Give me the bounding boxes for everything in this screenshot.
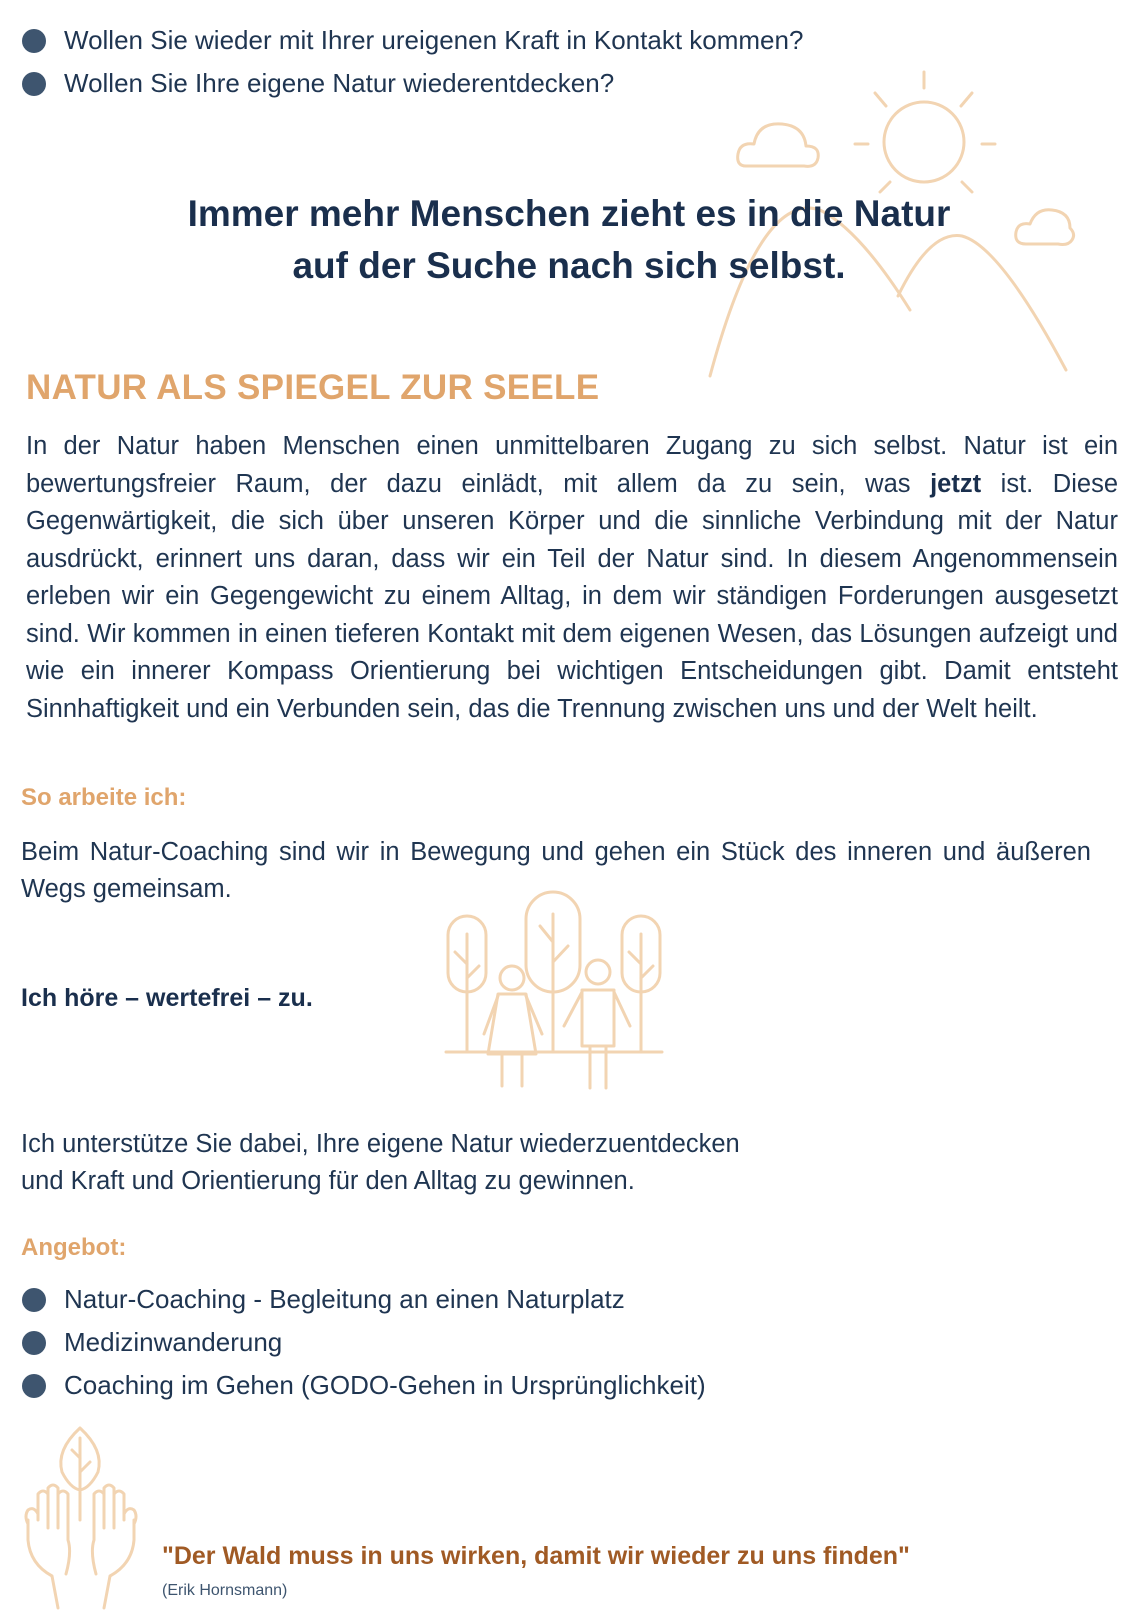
- offer-item-1: Natur-Coaching - Begleitung an einen Naturplatz: [22, 1278, 706, 1321]
- quote-text: "Der Wald muss in uns wirken, damit wir wieder zu uns finden": [162, 1542, 910, 1570]
- paragraph-text-2: ist. Diese Gegenwärtigkeit, die sich über unseren Körper und die sinnliche Verbindung mit der Natur ausdrückt, erinnert uns daran, dass wir ein Teil der Natur sind. In diesem Angenommensein erleben wir ein Gegengewicht zu einem Alltag, in dem wir ständigen Forderungen ausgesetzt sind. Wir kommen in einen tieferen Kontakt mit dem eigenen Wesen, das Lösungen aufzeigt und wie ein innerer Kompass Orientierung bei wichtigen Entscheidungen gibt. Damit entsteht Sinnhaftigkeit und ein Verbunden sein, das die Trennung zwischen uns und der Welt heilt.: [26, 469, 1119, 723]
- listen-statement: Ich höre – wertefrei – zu.: [21, 984, 313, 1012]
- headline-line-2: auf der Suche nach sich selbst.: [292, 245, 846, 286]
- headline: [0, 188, 1138, 292]
- offer-item-3: Coaching im Gehen (GODO-Gehen in Ursprünglichkeit): [22, 1364, 706, 1407]
- intro-bullet-1: Wollen Sie wieder mit Ihrer ureigenen Kraft in Kontakt kommen?: [22, 19, 803, 62]
- intro-bullet-2: Wollen Sie Ihre eigene Natur wiederentdecken?: [22, 62, 803, 105]
- hands-leaf-icon: [18, 1424, 144, 1610]
- section-title: NATUR ALS SPIEGEL ZUR SEELE: [26, 368, 600, 407]
- bullet-dot-icon: [22, 1331, 46, 1355]
- bullet-dot-icon: [22, 1374, 46, 1398]
- work-text: Beim Natur-Coaching sind wir in Bewegung und gehen ein Stück des inneren und äußeren Wegs gemeinsam.: [21, 838, 1091, 903]
- support-text: [21, 1126, 740, 1200]
- bullet-dot-icon: [22, 72, 46, 96]
- work-title: So arbeite ich:: [21, 784, 187, 811]
- offer-title: Angebot:: [21, 1234, 127, 1261]
- support-line-1: Ich unterstütze Sie dabei, Ihre eigene Natur wiederzuentdecken: [21, 1130, 740, 1158]
- paragraph-emphasis: jetzt: [930, 469, 982, 498]
- headline-line-1: Immer mehr Menschen zieht es in die Natur: [187, 193, 951, 234]
- section-paragraph: [26, 428, 1118, 728]
- bullet-dot-icon: [22, 1288, 46, 1312]
- offer-item-2: Medizinwanderung: [22, 1321, 706, 1364]
- offer-list: [22, 1278, 706, 1407]
- people-trees-icon: [440, 886, 670, 1096]
- intro-bullet-list: [22, 19, 803, 105]
- quote-author: (Erik Hornsmann): [162, 1582, 288, 1599]
- support-line-2: und Kraft und Orientierung für den Alltag zu gewinnen.: [21, 1167, 635, 1195]
- paragraph-text-1: In der Natur haben Menschen einen unmittelbaren Zugang zu sich selbst. Natur ist ein bewertungsfreier Raum, der dazu einlädt, mit allem da zu sein, was: [26, 432, 1118, 498]
- bullet-dot-icon: [22, 29, 46, 53]
